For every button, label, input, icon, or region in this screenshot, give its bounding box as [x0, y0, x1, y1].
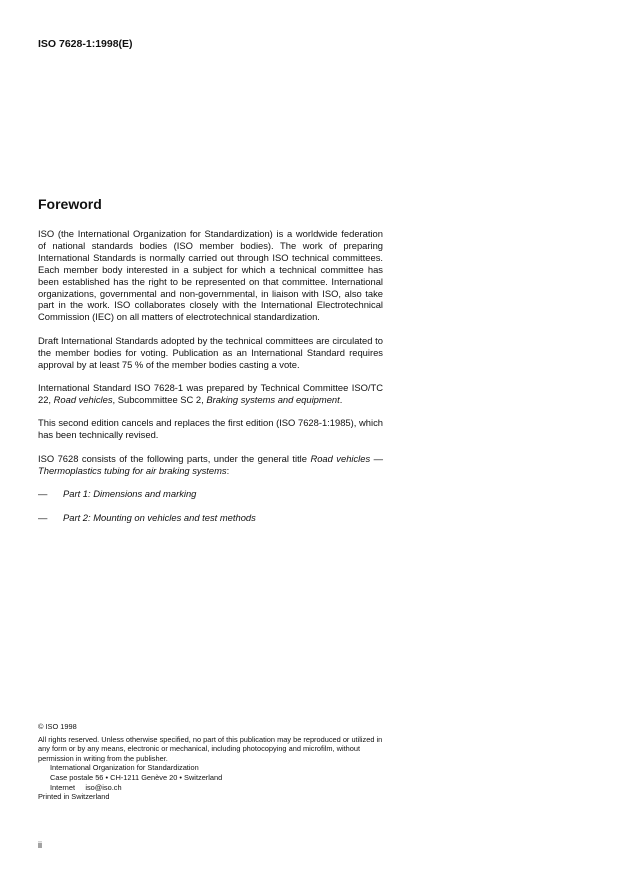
foreword-body	[38, 228, 383, 537]
list-dash: —	[38, 512, 48, 524]
rights-notice: All rights reserved. Unless otherwise specified, no part of this publication may be reproduced or utilized in any form or by any means, electronic or mechanical, including photocopying and microfilm, without permission in writing from the publisher.	[38, 734, 383, 763]
page-title: Foreword	[38, 196, 102, 212]
printed-in: Printed in Switzerland	[38, 792, 110, 802]
text-run: ISO 7628 consists of the following parts, under the general title	[38, 452, 311, 464]
text-run: International Standard ISO 7628-1 was prepared by Technical Committee ISO/TC 22,	[38, 381, 383, 405]
text-run: , Subcommittee SC 2,	[112, 393, 207, 405]
italic-run: Road vehicles	[53, 393, 113, 405]
foreword-paragraph	[38, 453, 383, 477]
foreword-paragraph: Draft International Standards adopted by the technical committees are circulated to the member bodies for voting. Publication as an International Standard requires approval by at least 75 % of the member bodies casting a vote.	[38, 334, 383, 370]
text-run: .	[339, 393, 343, 405]
copyright-footer	[38, 722, 383, 802]
foreword-paragraph	[38, 382, 383, 406]
italic-run: Braking systems and equipment	[206, 393, 340, 405]
copyright-line: © ISO 1998	[38, 722, 77, 731]
list-dash: —	[38, 487, 48, 499]
text-run: :	[226, 464, 230, 476]
page-number: ii	[38, 840, 42, 850]
italic-run: Road vehicles — Thermoplastics tubing for air braking systems	[38, 452, 383, 476]
org-address: Case postale 56 • CH-1211 Genève 20 • Switzerland	[50, 772, 223, 782]
document-id: ISO 7628-1:1998(E)	[38, 38, 133, 50]
org-name: International Organization for Standardization	[50, 763, 199, 773]
org-internet: Internet iso@iso.ch	[50, 782, 122, 792]
foreword-paragraph: ISO (the International Organization for Standardization) is a worldwide federation of national standards bodies (ISO member bodies). The work of preparing International Standards is normally carried out through ISO technical committees. Each member body interested in a subject for which a technical committee has been established has the right to be represented on that committee. International organizations, governmental and non-governmental, in liaison with ISO, also take part in the work. ISO collaborates closely with the International Electrotechnical Commission (IEC) on all matters of electrotechnical standardization.	[38, 228, 383, 323]
list-item	[38, 512, 383, 524]
list-item-label: Part 1: Dimensions and marking	[63, 487, 197, 499]
foreword-paragraph: This second edition cancels and replaces the first edition (ISO 7628-1:1985), which has been technically revised.	[38, 417, 383, 441]
list-item	[38, 488, 383, 500]
list-item-label: Part 2: Mounting on vehicles and test methods	[63, 512, 256, 524]
